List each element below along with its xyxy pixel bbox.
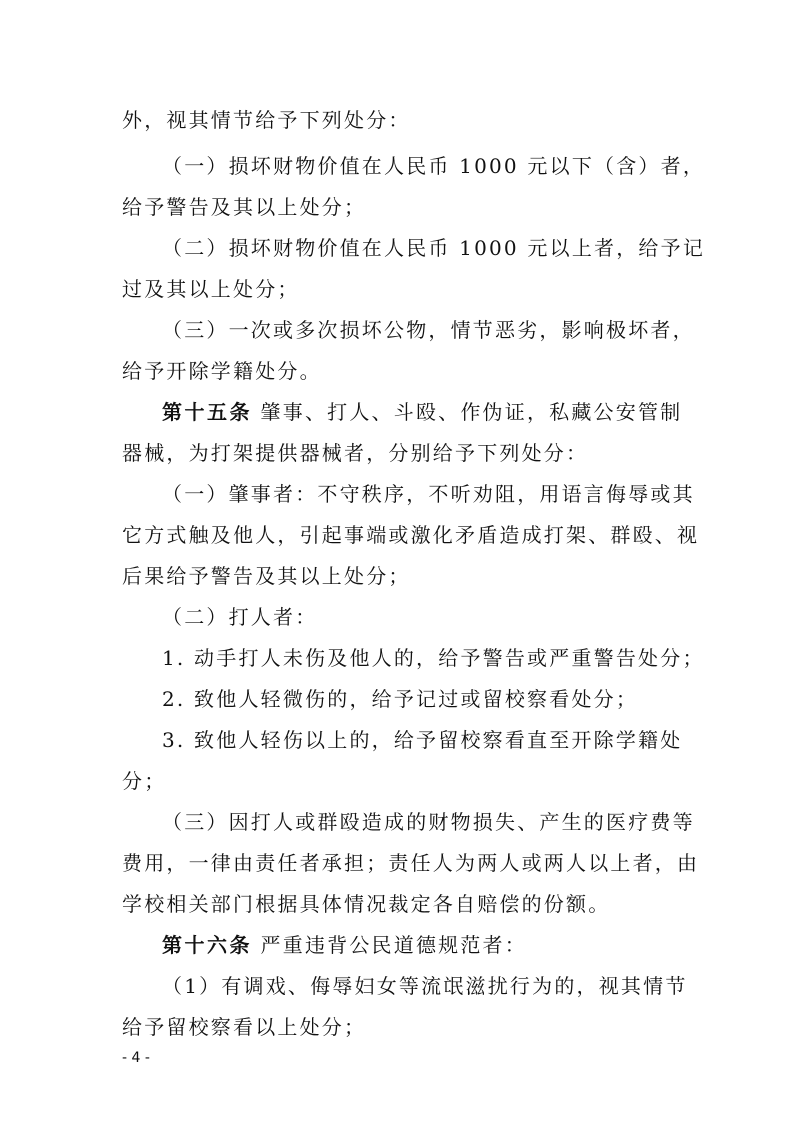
- text-line: 学校相关部门根据具体情况裁定各自赔偿的份额。: [122, 892, 611, 916]
- article-heading-line: [162, 931, 527, 959]
- text-line: 3. 致他人轻伤以上的，给予留校察看直至开除学籍处: [162, 728, 683, 752]
- text-line: （三）因打人或群殴造成的财物损失、产生的医疗费等: [162, 810, 695, 834]
- article-text: 严重违背公民道德规范者：: [252, 933, 527, 957]
- text-line: 2. 致他人轻微伤的，给予记过或留校察看处分；: [162, 687, 639, 711]
- text-line: （二）打人者：: [162, 605, 318, 629]
- text-line: 给予开除学籍处分。: [122, 359, 322, 383]
- text-line: （二）损坏财物价值在人民币 1000 元以上者，给予记: [162, 236, 706, 260]
- article-heading: 第十六条: [162, 933, 252, 957]
- text-line: 过及其以上处分；: [122, 277, 300, 301]
- text-line: 给予警告及其以上处分；: [122, 195, 367, 219]
- article-text: 肇事、打人、斗殴、作伪证，私藏公安管制: [252, 400, 683, 424]
- text-line: （一）损坏财物价值在人民币 1000 元以下（含）者，: [162, 154, 706, 178]
- text-line: （三）一次或多次损坏公物，情节恶劣，影响极坏者，: [162, 318, 695, 342]
- text-line: 给予留校察看以上处分；: [122, 1015, 367, 1039]
- text-line: 后果给予警告及其以上处分；: [122, 564, 411, 588]
- text-line: 外，视其情节给予下列处分：: [122, 108, 411, 132]
- article-heading: 第十五条: [162, 400, 252, 424]
- text-line: （一）肇事者：不守秩序，不听劝阻，用语言侮辱或其: [162, 482, 695, 506]
- text-line: 1. 动手打人未伤及他人的，给予警告或严重警告处分；: [162, 646, 705, 670]
- article-heading-line: [162, 398, 682, 426]
- text-line: 费用，一律由责任者承担；责任人为两人或两人以上者，由: [122, 851, 700, 875]
- page-number: - 4 -: [122, 1050, 150, 1066]
- text-line: 器械，为打架提供器械者，分别给予下列处分：: [122, 441, 589, 465]
- text-line: 它方式触及他人，引起事端或激化矛盾造成打架、群殴、视: [122, 523, 700, 547]
- text-line: （1）有调戏、侮辱妇女等流氓滋扰行为的，视其情节: [162, 974, 688, 998]
- text-line: 分；: [122, 769, 167, 793]
